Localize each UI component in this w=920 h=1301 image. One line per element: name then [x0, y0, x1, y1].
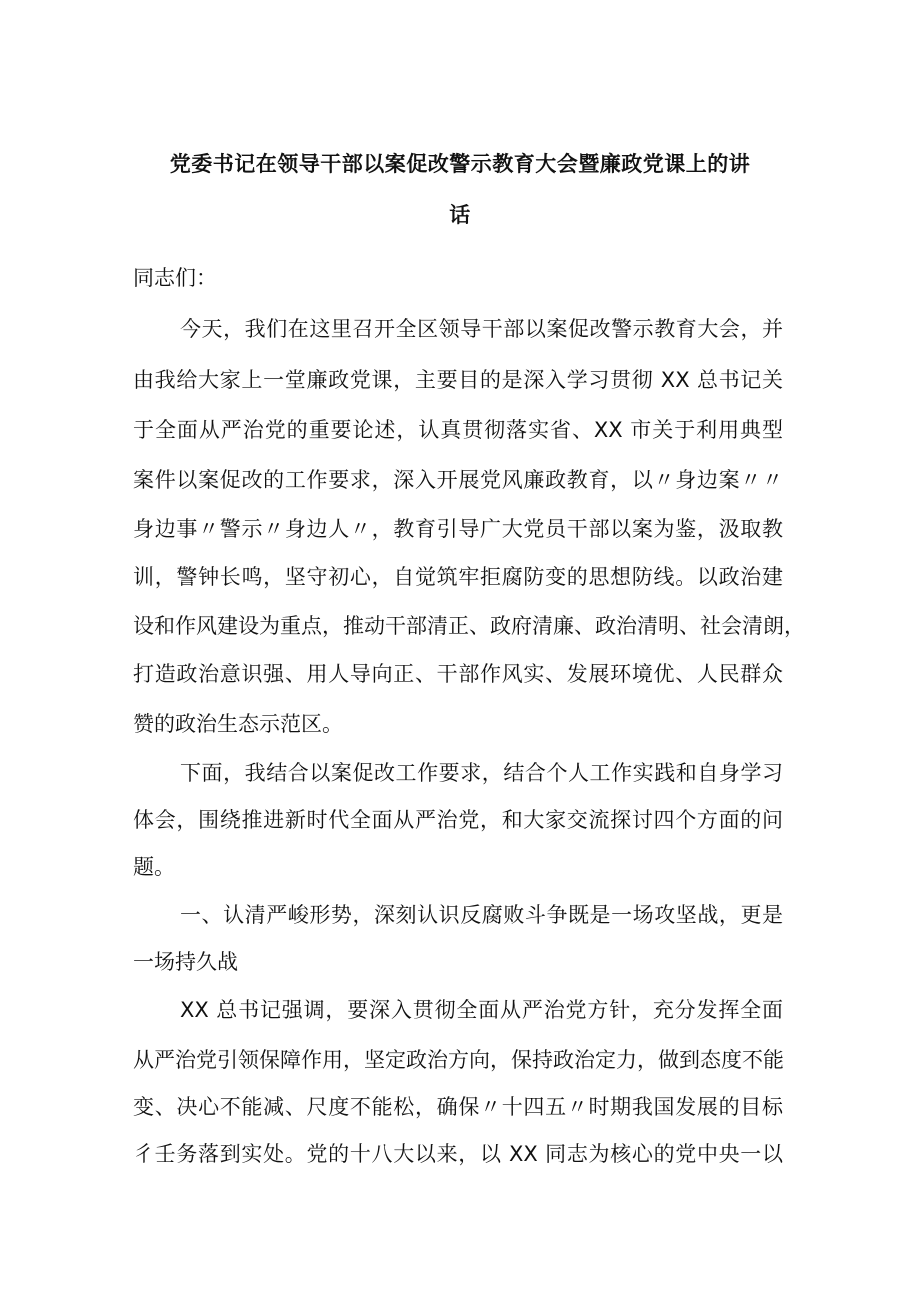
paragraph-4-line-4: 彳壬务落到实处。党的十八大以来，以 XX 同志为核心的党中央一以: [133, 1142, 783, 1166]
paragraph-1-line-4: 案件以案促改的工作要求，深入开展党风廉政教育，以〃身边案〃〃: [133, 468, 783, 492]
paragraph-1-line-1: 今天，我们在这里召开全区领导干部以案促改警示教育大会，并: [180, 317, 783, 341]
section-heading-line-2: 一场持久战: [133, 950, 238, 974]
section-heading-line-1: 一、认清严峻形势，深刻认识反腐败斗争既是一场攻坚战，更是: [180, 903, 783, 927]
paragraph-4-line-1: XX 总书记强调，要深入贯彻全面从严治党方针，充分发挥全面: [180, 998, 783, 1022]
paragraph-1-line-3: 于全面从严治党的重要论述，认真贯彻落实省、XX 市关于利用典型: [133, 418, 783, 442]
paragraph-1-line-2: 由我给大家上一堂廉政党课，主要目的是深入学习贯彻 XX 总书记关: [133, 368, 783, 392]
paragraph-4-line-2: 从严治党引领保障作用，坚定政治方向，保持政治定力，做到态度不能: [133, 1048, 784, 1072]
paragraph-1-line-6: 训，警钟长鸣，坚守初心，自觉筑牢拒腐防变的思想防线。以政治建: [133, 565, 783, 589]
paragraph-4-line-3: 变、决心不能减、尺度不能松，确保〃十四五〃时期我国发展的目标: [133, 1095, 783, 1119]
paragraph-1-line-8: 打造政治意识强、用人导向正、干部作风实、发展环境优、人民群众: [133, 662, 783, 686]
paragraph-1-line-5: 身边事〃警示〃身边人〃，教育引导广大党员干部以案为鉴，汲取教: [133, 517, 783, 541]
document-title-line-2: 话: [449, 203, 471, 227]
paragraph-2-line-3: 题。: [133, 855, 175, 879]
paragraph-1-line-7: 设和作风建设为重点，推动干部清正、政府清廉、政治清明、社会清朗，: [133, 614, 805, 638]
paragraph-2-line-1: 下面，我结合以案促改工作要求，结合个人工作实践和自身学习: [180, 761, 783, 785]
salutation: 同志们：: [133, 266, 217, 290]
document-title-line-1: 党委书记在领导干部以案促改警示教育大会暨廉政党课上的讲: [169, 152, 751, 176]
paragraph-1-line-9: 赞的政治生态示范区。: [133, 712, 343, 736]
paragraph-2-line-2: 体会，围绕推进新时代全面从严治党，和大家交流探讨四个方面的问: [133, 808, 783, 832]
